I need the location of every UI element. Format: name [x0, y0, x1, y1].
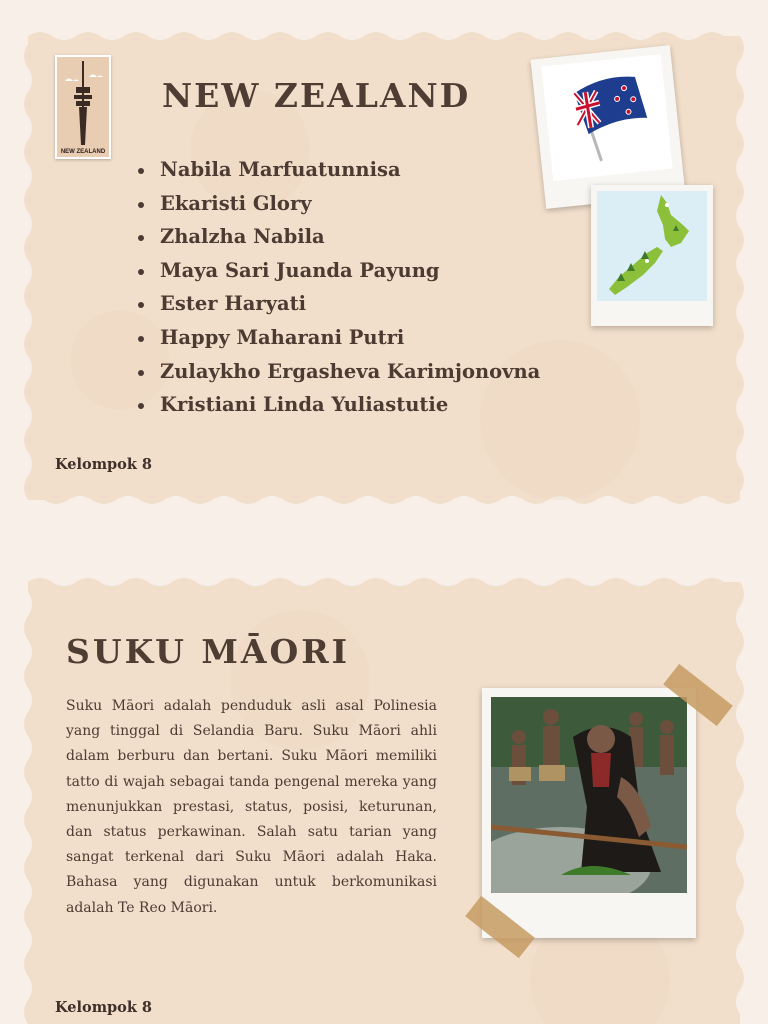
list-item: Zhalzha Nabila: [138, 223, 540, 257]
list-item: Ester Haryati: [138, 290, 540, 324]
sky-tower-logo: [55, 55, 111, 159]
list-item: Happy Maharani Putri: [138, 324, 540, 358]
list-item: Nabila Marfuatunnisa: [138, 156, 540, 190]
maori-photo: [482, 688, 696, 938]
list-item: Maya Sari Juanda Payung: [138, 257, 540, 291]
page-title: NEW ZEALAND: [162, 76, 471, 115]
logo-caption: NEW ZEALAND: [60, 149, 106, 155]
description-paragraph: Suku Māori adalah penduduk asli asal Polinesia yang tinggal di Selandia Baru. Suku Māori ahli dalam berburu dan bertani. Suku Māori memiliki tatto di wajah sebagai tanda pengenal mereka yang menunjukkan prestasi, status, posisi, keturunan, dan status perkawinan. Salah satu tarian yang sangat terkenal dari Suku Māori adalah Haka. Bahasa yang digunakan untuk berkomunikasi adalah Te Reo Māori.: [66, 698, 437, 916]
new-zealand-map-icon: [597, 191, 707, 301]
slide-suku-maori: [0, 560, 768, 1024]
member-list: [138, 156, 540, 425]
maori-haka-photo: [491, 697, 687, 893]
map-photo: [591, 185, 713, 326]
list-item: Zulaykho Ergasheva Karimjonovna: [138, 358, 540, 392]
new-zealand-flag-icon: [541, 54, 672, 181]
group-label: Kelompok 8: [55, 456, 153, 473]
section-title: SUKU MĀORI: [66, 632, 351, 671]
list-item: Kristiani Linda Yuliastutie: [138, 391, 540, 425]
group-label: Kelompok 8: [55, 999, 153, 1016]
sky-tower-icon: [57, 57, 109, 157]
list-item: Ekaristi Glory: [138, 190, 540, 224]
